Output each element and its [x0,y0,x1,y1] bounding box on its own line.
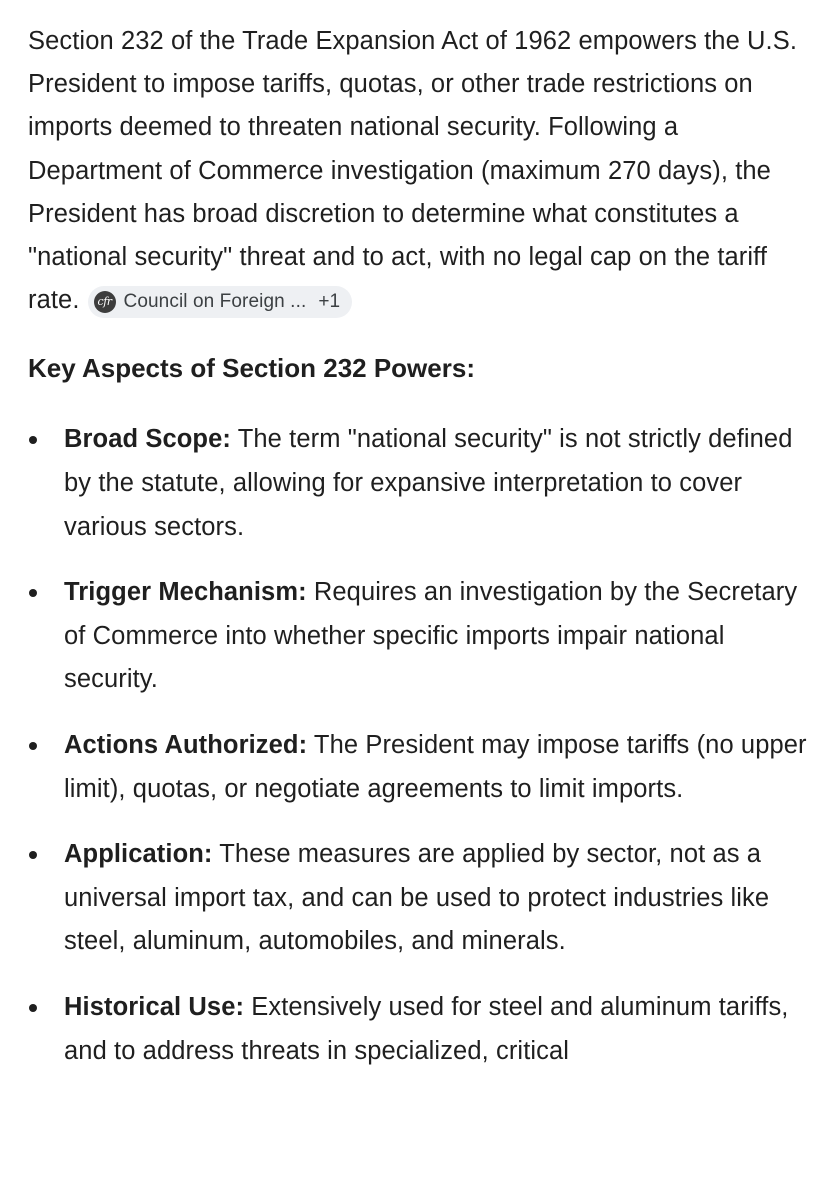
list-item-title: Broad Scope: [64,425,231,454]
list-item-title: Historical Use: [64,992,245,1021]
list-item-text: The President may impose tariffs (no upper limit), quotas, or negotiate agreements to limit imports. [64,730,807,803]
list-item-text: Extensively used for steel and aluminum tariffs, and to address threats in specialized, critical [64,992,789,1065]
list-item [28,724,818,811]
citation-more-count: +1 [318,291,341,313]
citation-chip[interactable] [88,286,353,318]
list-item-text: The term "national security" is not strictly defined by the statute, allowing for expansive interpretation to cover various sectors. [64,425,793,541]
section-heading: Key Aspects of Section 232 Powers: [28,353,475,384]
intro-text: Section 232 of the Trade Expansion Act of 1962 empowers the U.S. President to impose tariffs, quotas, or other trade restrictions on imports deemed to threaten national security. Following a Department of Commerce investigation (maximum 270 days), the President has broad discretion to determine what constitutes a "national security" threat and to act, with no legal cap on the tariff rate. [28,27,798,315]
intro-paragraph [28,20,818,322]
bullet-icon [29,589,37,597]
bullet-icon [29,851,37,859]
list-item-title: Application: [64,840,213,869]
bullet-icon [29,742,37,750]
response-content [28,20,818,1095]
list-item-text: Requires an investigation by the Secretary of Commerce into whether specific imports impair national security. [64,578,798,694]
bullet-icon [29,436,37,444]
list-item [28,418,818,549]
aspects-list [28,418,818,1073]
list-item-title: Trigger Mechanism: [64,578,307,607]
list-item [28,833,818,964]
citation-source-label: Council on Foreign ... [123,291,307,313]
list-item-text: These measures are applied by sector, not as a universal import tax, and can be used to protect industries like steel, aluminum, automobiles, and minerals. [64,840,770,956]
list-item [28,986,818,1073]
list-item [28,571,818,702]
bullet-icon [29,1004,37,1012]
cfr-logo-icon: cfr [94,291,116,313]
list-item-title: Actions Authorized: [64,730,308,759]
